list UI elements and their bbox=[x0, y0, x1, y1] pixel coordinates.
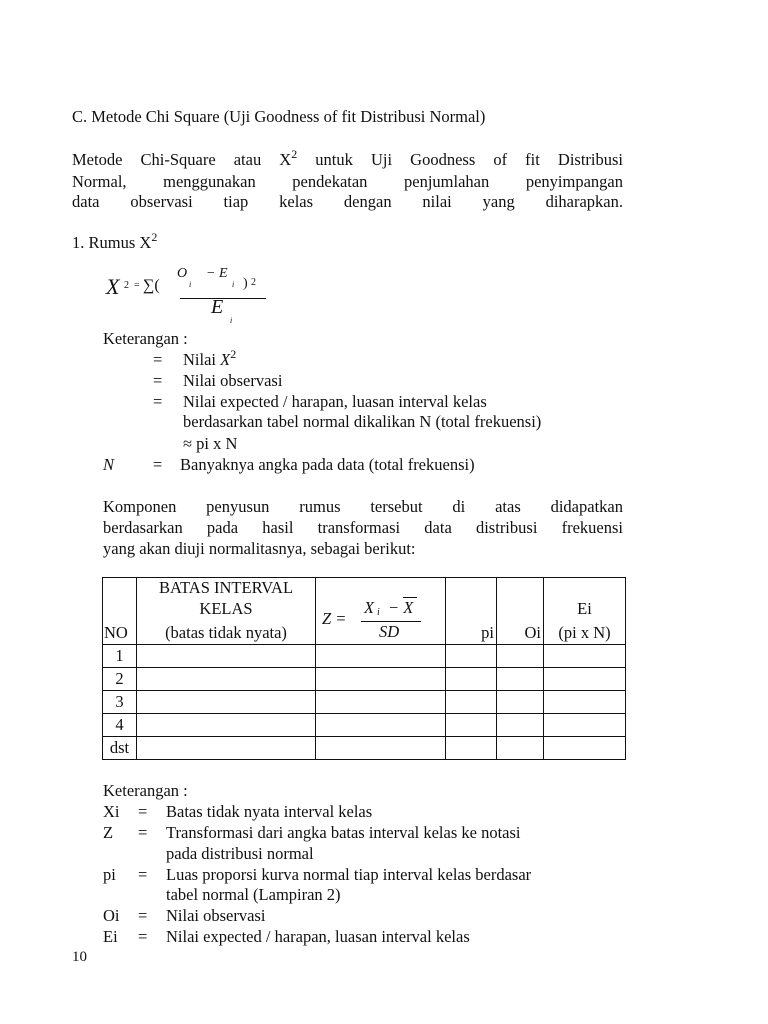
row-number: 4 bbox=[103, 714, 137, 737]
distribution-table bbox=[102, 577, 626, 760]
table-header-row bbox=[103, 578, 626, 645]
section-title: C. Metode Chi Square (Uji Goodness of fit Distribusi Normal) bbox=[72, 107, 486, 126]
table-row bbox=[103, 737, 626, 760]
table-row bbox=[103, 714, 626, 737]
header-pi: pi bbox=[446, 578, 497, 645]
header-batas-interval: BATAS INTERVAL KELAS (batas tidak nyata) bbox=[137, 578, 316, 645]
header-no: NO bbox=[103, 578, 137, 645]
page-number: 10 bbox=[72, 949, 87, 965]
row-number: 3 bbox=[103, 691, 137, 714]
row-number: 1 bbox=[103, 645, 137, 668]
intro-line-2: Normal, menggunakan pendekatan penjumlahan penyimpangan bbox=[72, 172, 623, 191]
komponen-line-2: berdasarkan pada hasil transformasi data distribusi frekuensi bbox=[103, 518, 623, 537]
header-ei: Ei (pi x N) bbox=[544, 578, 626, 645]
header-oi: Oi bbox=[497, 578, 544, 645]
komponen-line-1: Komponen penyusun rumus tersebut di atas didapatkan bbox=[103, 497, 623, 516]
row-number: dst bbox=[103, 737, 137, 760]
keterangan-title-2: Keterangan : bbox=[103, 781, 188, 800]
header-z-formula: Z = X i − X SD bbox=[316, 578, 446, 645]
table-row bbox=[103, 645, 626, 668]
table-row bbox=[103, 691, 626, 714]
intro-line-1: Metode Chi-Square atau $X^2$ untuk Uji Goodness of fit Distribusi bbox=[72, 147, 623, 169]
keterangan-title-1: Keterangan : bbox=[103, 329, 188, 348]
komponen-line-3: yang akan diuji normalitasnya, sebagai berikut: bbox=[103, 539, 416, 558]
item-rumus: 1. Rumus $X^2$ bbox=[72, 230, 158, 252]
intro-line-3: data observasi tiap kelas dengan nilai yang diharapkan. bbox=[72, 192, 623, 211]
row-number: 2 bbox=[103, 668, 137, 691]
table-row bbox=[103, 668, 626, 691]
